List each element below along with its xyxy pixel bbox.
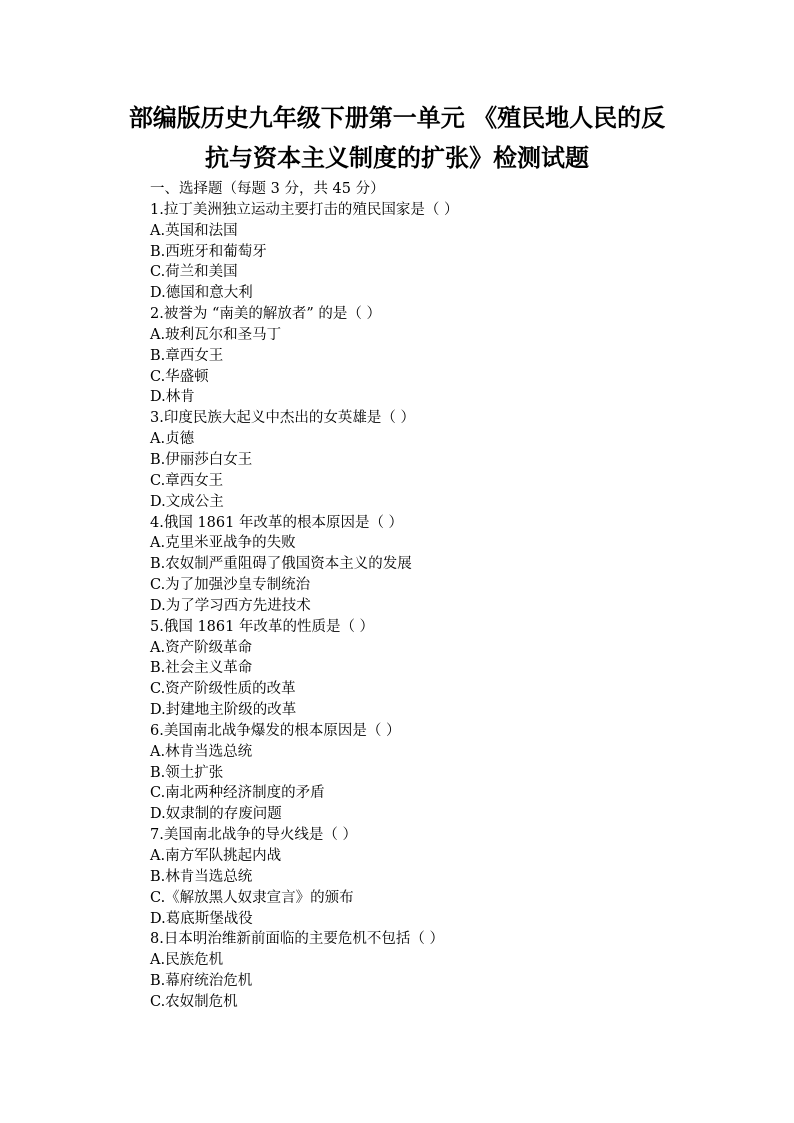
question-8-stem: 8.日本明治维新前面临的主要危机不包括（ ） (150, 931, 444, 948)
question-7-option-d: D.葛底斯堡战役 (150, 910, 253, 927)
question-8-option-b: B.幕府统治危机 (150, 973, 253, 990)
question-2-option-c: C.华盛顿 (150, 368, 209, 385)
question-6-option-c: C.南北两种经济制度的矛盾 (150, 785, 325, 802)
question-8-option-a: A.民族危机 (150, 952, 224, 969)
question-5-option-c: C.资产阶级性质的改革 (150, 681, 296, 698)
question-2-option-a: A.玻利瓦尔和圣马丁 (150, 326, 282, 343)
question-3-option-b: B.伊丽莎白女王 (150, 451, 253, 468)
question-4-option-d: D.为了学习西方先进技术 (150, 597, 311, 614)
question-4-option-a: A.克里米亚战争的失败 (150, 535, 296, 552)
question-4-option-b: B.农奴制严重阻碍了俄国资本主义的发展 (150, 556, 412, 573)
question-1-option-c: C.荷兰和美国 (150, 264, 238, 281)
question-3-stem: 3.印度民族大起义中杰出的女英雄是（ ） (150, 410, 415, 427)
document-title-line-1: 部编版历史九年级下册第一单元 《殖民地人民的反 (128, 103, 666, 132)
question-2-option-b: B.章西女王 (150, 347, 224, 364)
question-5-stem: 5.俄国 1861 年改革的性质是（ ） (150, 618, 375, 635)
question-2-stem: 2.被誉为 “南美的解放者” 的是（ ） (150, 306, 381, 323)
question-6-stem: 6.美国南北战争爆发的根本原因是（ ） (150, 722, 401, 739)
question-1-option-a: A.英国和法国 (150, 222, 238, 239)
question-1-option-d: D.德国和意大利 (150, 285, 253, 302)
question-2-option-d: D.林肯 (150, 389, 195, 406)
question-7-stem: 7.美国南北战争的导火线是（ ） (150, 827, 357, 844)
question-1-option-b: B.西班牙和葡萄牙 (150, 243, 267, 260)
question-5-option-d: D.封建地主阶级的改革 (150, 702, 297, 719)
question-3-option-c: C.章西女王 (150, 472, 224, 489)
question-5-option-b: B.社会主义革命 (150, 660, 253, 677)
question-8-option-c: C.农奴制危机 (150, 993, 238, 1010)
question-3-option-a: A.贞德 (150, 431, 195, 448)
question-6-option-b: B.领土扩张 (150, 764, 224, 781)
section-heading: 一、选择题（每题 3 分，共 45 分） (150, 181, 385, 197)
question-7-option-a: A.南方军队挑起内战 (150, 848, 282, 864)
question-6-option-a: A.林肯当选总统 (150, 743, 253, 760)
document-title-line-2: 抗与资本主义制度的扩张》检测试题 (205, 143, 589, 172)
question-6-option-d: D.奴隶制的存废问题 (150, 806, 282, 823)
question-4-option-c: C.为了加强沙皇专制统治 (150, 577, 311, 594)
question-3-option-d: D.文成公主 (150, 493, 224, 510)
question-1-stem: 1.拉丁美洲独立运动主要打击的殖民国家是（ ） (150, 201, 459, 218)
question-list (150, 179, 710, 1013)
question-5-option-a: A.资产阶级革命 (150, 639, 253, 656)
question-4-stem: 4.俄国 1861 年改革的根本原因是（ ） (150, 514, 404, 531)
question-7-option-b: B.林肯当选总统 (150, 868, 253, 885)
question-7-option-c: C.《解放黑人奴隶宣言》的颁布 (150, 889, 354, 906)
